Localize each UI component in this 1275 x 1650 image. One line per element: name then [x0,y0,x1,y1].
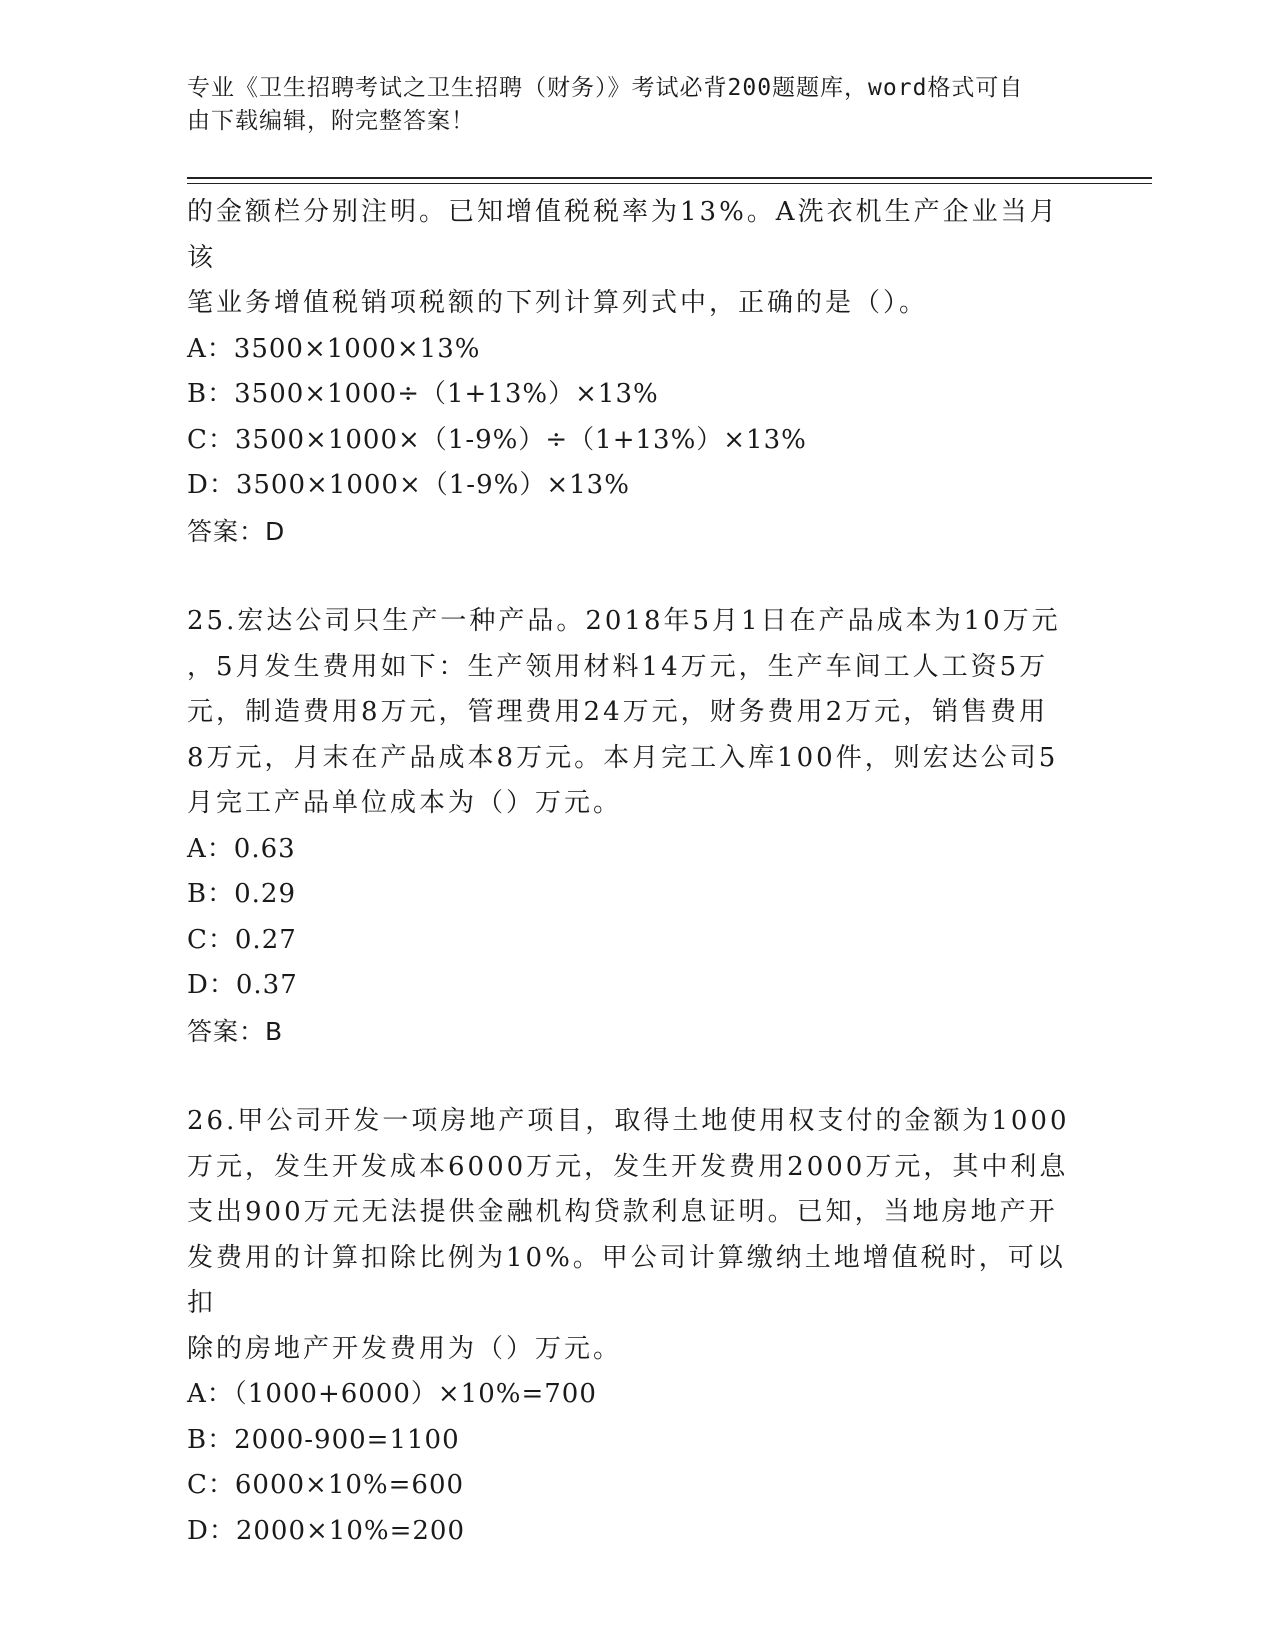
header-rule-thin [187,183,1152,184]
option-d: D：3500×1000×（1-9%）×13% [187,470,630,500]
option-a: A：3500×1000×13% [187,333,481,364]
question-stem-line: 的金额栏分别注明。已知增值税税率为13%。A洗衣机生产企业当月该 [187,197,1059,273]
question-stem-line: 月完工产品单位成本为（）万元。 [187,788,623,818]
question-stem-line: 25.宏达公司只生产一种产品。2018年5月1日在产品成本为10万元 [187,606,1061,636]
option-c: C：6000×10%=600 [187,1470,465,1500]
question-stem-line: ，5月发生费用如下：生产领用材料14万元，生产车间工人工资5万 [187,651,1049,682]
question-24 [187,190,1072,554]
question-stem-line: 26.甲公司开发一项房地产项目，取得土地使用权支付的金额为1000 [187,1106,1070,1136]
option-d: D：2000×10%=200 [187,1515,465,1546]
question-stem-line: 元，制造费用8万元，管理费用24万元，财务费用2万元，销售费用 [187,697,1049,727]
option-a: A：0.63 [187,833,296,864]
header-line-1: 专业《卫生招聘考试之卫生招聘（财务）》考试必背200题题库，word格式可自 [187,75,1024,101]
option-b: B：2000-900=1100 [187,1424,460,1455]
question-stem-line: 发费用的计算扣除比例为10%。甲公司计算缴纳土地增值税时，可以扣 [187,1242,1066,1318]
option-c: C：3500×1000×（1-9%）÷（1+13%）×13% [187,424,807,455]
header-line-2: 由下载编辑，附完整答案！ [187,108,475,134]
answer: 答案：D [187,516,286,546]
option-b: B：0.29 [187,879,296,909]
question-26 [187,1099,1072,1554]
question-stem-line: 8万元，月末在产品成本8万元。本月完工入库100件，则宏达公司5 [187,742,1059,773]
answer: 答案：B [187,1016,284,1046]
question-stem-line: 除的房地产开发费用为（）万元。 [187,1333,623,1364]
option-d: D：0.37 [187,970,298,1000]
option-a: A：（1000+6000）×10%=700 [187,1379,597,1409]
document-header [187,72,1067,138]
question-stem-line: 万元，发生开发成本6000万元，发生开发费用2000万元，其中利息 [187,1151,1069,1182]
question-stem-line: 支出900万元无法提供金融机构贷款利息证明。已知，当地房地产开 [187,1197,1058,1227]
option-b: B：3500×1000÷（1+13%）×13% [187,379,659,409]
question-content [187,190,1072,1554]
header-rule-thick [187,177,1152,179]
option-c: C：0.27 [187,924,297,955]
question-stem-line: 笔业务增值税销项税额的下列计算列式中，正确的是（）。 [187,288,929,318]
question-25 [187,599,1072,1054]
